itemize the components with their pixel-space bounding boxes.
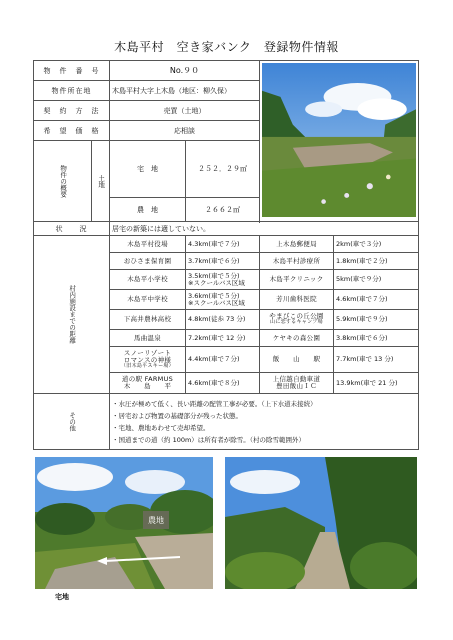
facility-distance: 5.9km(車で９分) — [334, 310, 419, 330]
facility-name: 木島平クリニック — [260, 270, 334, 290]
facility-name: 飯 山 駅 — [260, 347, 334, 373]
farmland-value: ２６６２㎡ — [186, 198, 260, 222]
facility-distance: 4.8km(徒歩 73 分) — [186, 310, 260, 330]
other-label-cell — [34, 394, 110, 450]
facility-name: 木島平小学校 — [110, 270, 186, 290]
facility-name: やまびこの丘公園 山に恋するキャンプ場 — [260, 310, 334, 330]
facility-name: 下高井農林高校 — [110, 310, 186, 330]
facility-name: 道の駅 FARMUS 木 島 平 — [110, 373, 186, 394]
overview-label: 物件の概要 — [59, 164, 68, 198]
property-table — [33, 60, 419, 450]
facility-distance: 3.8km(車で６分) — [334, 330, 419, 347]
address-label: 物件所在地 — [34, 81, 110, 101]
facility-distance: 3.7km(車で６分) — [186, 253, 260, 270]
facility-name: 木島平村役場 — [110, 236, 186, 253]
facility-distance: 7.2km(車で 12 分) — [186, 330, 260, 347]
status-label: 状 況 — [34, 222, 110, 236]
facility-distance: 3.6km(車で５分) ※スクールバス区域 — [186, 290, 260, 310]
residential-label: 宅 地 — [110, 141, 186, 198]
overview-label-cell — [34, 141, 92, 222]
facility-name: 上木島郵便局 — [260, 236, 334, 253]
facility-distance: 4.6km(車で７分) — [334, 290, 419, 310]
photo-label: 農地 — [148, 516, 164, 525]
number-value: No.９０ — [110, 61, 260, 81]
facility-name: 上信越自動車道 豊田飯山ＩＣ — [260, 373, 334, 394]
facility-distance: 5km(車で９分) — [334, 270, 419, 290]
land-label: 土地 — [92, 141, 110, 222]
facility-name: 木島平中学校 — [110, 290, 186, 310]
facilities-label-cell — [34, 236, 110, 394]
facility-name: 馬曲温泉 — [110, 330, 186, 347]
other-label: その他 — [68, 411, 77, 432]
facility-name: おひさま保育園 — [110, 253, 186, 270]
facility-distance: 7.7km(車で 13 分) — [334, 347, 419, 373]
facility-name: スノーリゾート ロマンスの神様 （旧木島平スキー場） — [110, 347, 186, 373]
facility-distance: 13.9km(車で 21 分) — [334, 373, 419, 394]
contract-label: 契 約 方 法 — [34, 101, 110, 121]
facility-distance: 1.8km(車で２分) — [334, 253, 419, 270]
number-label: 物 件 番 号 — [34, 61, 110, 81]
photo-right — [225, 457, 417, 589]
facilities-label: 村内施設までの距離 — [68, 285, 77, 344]
residential-value: ２５２．２９㎡ — [186, 141, 260, 198]
page-title: 木島平村 空き家バンク 登録物件情報 — [114, 40, 339, 54]
photo-left — [35, 457, 213, 589]
facility-name: ケヤキの森公園 — [260, 330, 334, 347]
note-item: ・宅地、農地あわせて売却希望。 — [112, 423, 210, 432]
main-photo-cell — [260, 61, 419, 222]
farmland-label: 農 地 — [110, 198, 186, 222]
facility-distance: 4.4km(車で７分) — [186, 347, 260, 373]
facility-name: 芳川歯科医院 — [260, 290, 334, 310]
address-value: 木島平村大字上木島（地区：柳久保） — [110, 81, 260, 101]
facility-distance: 3.5km(車で５分) ※スクールバス区域 — [186, 270, 260, 290]
facility-distance: 4.3km(車で７分) — [186, 236, 260, 253]
facility-distance: 4.6km(車で８分) — [186, 373, 260, 394]
photo-caption: 宅地 — [55, 593, 69, 601]
facility-distance: 2km(車で３分) — [334, 236, 419, 253]
note-item: ・国道までの道（約 100m）は所有者が除雪。（村の除雪範囲外） — [112, 435, 306, 444]
price-label: 希 望 価 格 — [34, 121, 110, 141]
price-value: 応相談 — [110, 121, 260, 141]
contract-value: 売買（土地） — [110, 101, 260, 121]
other-notes — [110, 394, 419, 450]
main-photo — [262, 63, 416, 219]
facility-name: 木島平村診療所 — [260, 253, 334, 270]
note-item: ・居宅および物置の基礎部分が残った状態。 — [112, 411, 242, 420]
note-item: ・水圧が極めて低く、長い距離の配管工事が必要。（上下水道未接続） — [112, 399, 317, 408]
status-value: 居宅の新築には適していない。 — [110, 222, 419, 236]
